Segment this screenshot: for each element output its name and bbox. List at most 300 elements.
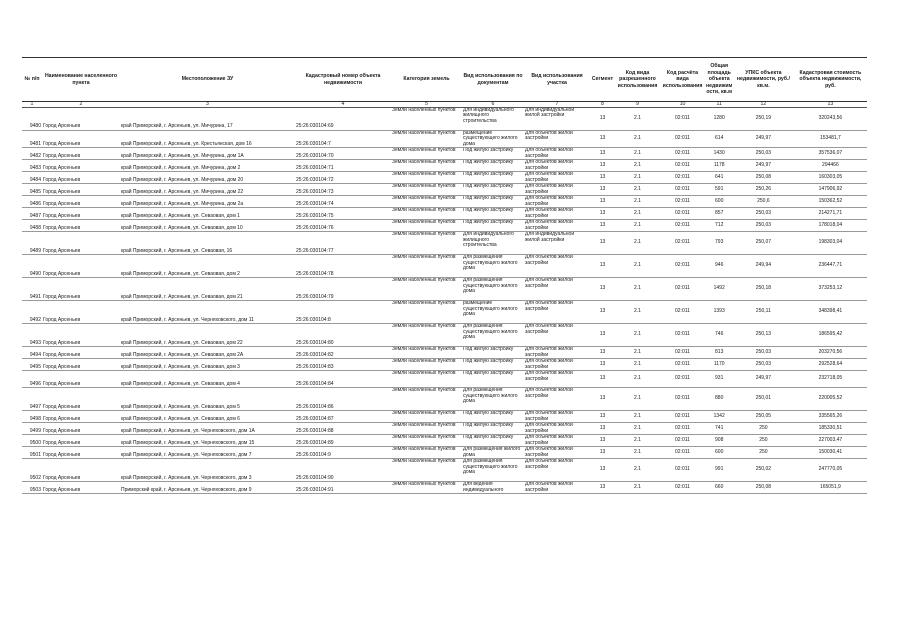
upks-value: 249,97 xyxy=(733,160,793,172)
segment: 13 xyxy=(590,359,615,371)
cadastral-cost: 185330,51 xyxy=(793,423,867,435)
settlement-name: Город Арсеньев xyxy=(42,255,120,278)
area: 813 xyxy=(705,347,733,359)
segment: 13 xyxy=(590,208,615,220)
cadastral-cost: 165051,9 xyxy=(793,482,867,494)
parcel-use: Для объектов жилой застройки xyxy=(524,172,590,184)
permitted-use-code: 2.1 xyxy=(615,411,660,423)
land-category: Земли населенных пунктов xyxy=(391,482,462,494)
use-by-documents: Под жилую застройку xyxy=(462,411,524,423)
cadastral-value-sheet xyxy=(22,57,867,494)
permitted-use-code: 2.1 xyxy=(615,131,660,148)
row-number: 9493 xyxy=(22,324,42,347)
parcel-location: край Приморский, г. Арсеньев, ул. Крестьянская, дом 16 xyxy=(120,131,295,148)
parcel-use: Для объектов жилой застройки xyxy=(524,208,590,220)
use-calc-code: 02:011 xyxy=(660,278,705,301)
row-number: 9483 xyxy=(22,160,42,172)
segment: 13 xyxy=(590,388,615,411)
cadastral-number: 25:26:030104:73 xyxy=(295,184,391,196)
header-row xyxy=(22,58,867,102)
cadastral-number: 25:26:030104:87 xyxy=(295,411,391,423)
column-number: 9 xyxy=(615,102,660,108)
table-row xyxy=(22,148,867,160)
use-by-documents: размещение существующего жилого дома xyxy=(462,131,524,148)
use-by-documents: Для размещения существующего жилого дома xyxy=(462,324,524,347)
area: 600 xyxy=(705,447,733,459)
cadastral-cost: 203270,56 xyxy=(793,347,867,359)
column-number: 6 xyxy=(462,102,524,108)
cadastral-cost: 186595,42 xyxy=(793,324,867,347)
cadastral-number: 25:26:030104:80 xyxy=(295,324,391,347)
settlement-name: Город Арсеньев xyxy=(42,196,120,208)
header-cell: Общая площадь объекта недвижим ости, кв.м xyxy=(705,58,733,102)
use-calc-code: 02:011 xyxy=(660,324,705,347)
upks-value: 250,08 xyxy=(733,172,793,184)
land-category: Земли населенных пунктов xyxy=(391,347,462,359)
parcel-location: край Приморский, г. Арсеньев, ул. Севаовая, дом 2 xyxy=(120,255,295,278)
table-row xyxy=(22,411,867,423)
settlement-name: Город Арсеньев xyxy=(42,301,120,324)
row-number: 9489 xyxy=(22,232,42,255)
upks-value: 250,13 xyxy=(733,324,793,347)
segment: 13 xyxy=(590,220,615,232)
land-category: Земли населенных пунктов xyxy=(391,196,462,208)
row-number: 9491 xyxy=(22,278,42,301)
area: 1393 xyxy=(705,301,733,324)
cadastral-number: 25:26:030104:76 xyxy=(295,220,391,232)
segment: 13 xyxy=(590,196,615,208)
segment: 13 xyxy=(590,447,615,459)
cadastral-cost: 357536,07 xyxy=(793,148,867,160)
header-cell: Вид использования по документам xyxy=(462,58,524,102)
settlement-name: Город Арсеньев xyxy=(42,278,120,301)
table-row xyxy=(22,131,867,148)
upks-value: 250,03 xyxy=(733,347,793,359)
use-calc-code: 02:011 xyxy=(660,172,705,184)
column-number: 13 xyxy=(793,102,867,108)
table-row xyxy=(22,108,867,131)
cadastral-number: 25:26:030104:9 xyxy=(295,447,391,459)
settlement-name: Город Арсеньев xyxy=(42,220,120,232)
land-category: Земли населенных пунктов xyxy=(391,359,462,371)
cadastral-number: 25:26:030104:82 xyxy=(295,347,391,359)
row-number: 9480 xyxy=(22,108,42,131)
cadastral-number: 25:26:030104:77 xyxy=(295,232,391,255)
cadastral-cost: 198303,04 xyxy=(793,232,867,255)
use-by-documents: Под жилую застройку xyxy=(462,172,524,184)
header-cell: Наименование населенного пункта xyxy=(42,58,120,102)
upks-value: 250,08 xyxy=(733,482,793,494)
row-number: 9490 xyxy=(22,255,42,278)
use-calc-code: 02:011 xyxy=(660,160,705,172)
area: 857 xyxy=(705,208,733,220)
upks-value: 250 xyxy=(733,447,793,459)
upks-value: 250 xyxy=(733,435,793,447)
parcel-location: край Приморский, г. Арсеньев, ул. Мичурина, 17 xyxy=(120,108,295,131)
settlement-name: Город Арсеньев xyxy=(42,459,120,482)
area: 591 xyxy=(705,184,733,196)
table-row xyxy=(22,301,867,324)
upks-value: 250,07 xyxy=(733,232,793,255)
settlement-name: Город Арсеньев xyxy=(42,232,120,255)
parcel-use: Для объектов жилой застройки xyxy=(524,255,590,278)
table-body xyxy=(22,108,867,494)
row-number: 9488 xyxy=(22,220,42,232)
land-category: Земли населенных пунктов xyxy=(391,232,462,255)
use-by-documents: Для ведения индивидуального xyxy=(462,482,524,494)
permitted-use-code: 2.1 xyxy=(615,482,660,494)
use-by-documents: Для индивидуального жилищного строительства xyxy=(462,232,524,255)
area: 793 xyxy=(705,232,733,255)
table-row xyxy=(22,459,867,482)
use-calc-code: 02:011 xyxy=(660,108,705,131)
land-category: Земли населенных пунктов xyxy=(391,388,462,411)
table-row xyxy=(22,347,867,359)
land-category: Земли населенных пунктов xyxy=(391,435,462,447)
use-by-documents: Для размещения существующего жилого дома xyxy=(462,388,524,411)
row-number: 9481 xyxy=(22,131,42,148)
parcel-use: Для объектов жилой застройки xyxy=(524,388,590,411)
use-calc-code: 02:011 xyxy=(660,196,705,208)
header-cell: Кадастровая стоимость объекта недвижимости, руб. xyxy=(793,58,867,102)
use-calc-code: 02:011 xyxy=(660,359,705,371)
cadastral-number: 25:26:030104:90 xyxy=(295,459,391,482)
column-number: 8 xyxy=(590,102,615,108)
column-number: 11 xyxy=(705,102,733,108)
segment: 13 xyxy=(590,411,615,423)
header-cell: Код вида разрешенного использования xyxy=(615,58,660,102)
cadastral-number: 25:26:030104:8 xyxy=(295,301,391,324)
parcel-location: край Приморский, г. Арсеньев, ул. Севаовая, дом 4 xyxy=(120,371,295,388)
upks-value: 250,18 xyxy=(733,278,793,301)
settlement-name: Город Арсеньев xyxy=(42,172,120,184)
row-number: 9498 xyxy=(22,411,42,423)
area: 741 xyxy=(705,423,733,435)
land-category: Земли населенных пунктов xyxy=(391,371,462,388)
column-number: 3 xyxy=(120,102,295,108)
header-cell: Кадастровый номер объекта недвижимости xyxy=(295,58,391,102)
permitted-use-code: 2.1 xyxy=(615,255,660,278)
use-by-documents: Под жилую застройку xyxy=(462,347,524,359)
settlement-name: Город Арсеньев xyxy=(42,208,120,220)
row-number: 9501 xyxy=(22,447,42,459)
table-row xyxy=(22,371,867,388)
use-calc-code: 02:011 xyxy=(660,411,705,423)
parcel-location: край Приморский, г. Арсеньев, ул. Черняховского, дом 3 xyxy=(120,459,295,482)
land-category: Земли населенных пунктов xyxy=(391,148,462,160)
parcel-use: Для объектов жилой застройки xyxy=(524,301,590,324)
segment: 13 xyxy=(590,131,615,148)
header-cell: Категория земель xyxy=(391,58,462,102)
permitted-use-code: 2.1 xyxy=(615,423,660,435)
cadastral-cost: 160303,05 xyxy=(793,172,867,184)
area: 991 xyxy=(705,459,733,482)
settlement-name: Город Арсеньев xyxy=(42,108,120,131)
land-category: Земли населенных пунктов xyxy=(391,172,462,184)
table-row xyxy=(22,196,867,208)
permitted-use-code: 2.1 xyxy=(615,435,660,447)
cadastral-number: 25:26:030104:84 xyxy=(295,371,391,388)
segment: 13 xyxy=(590,435,615,447)
cadastral-number: 25:26:030104:75 xyxy=(295,208,391,220)
use-calc-code: 02:011 xyxy=(660,184,705,196)
parcel-location: край Приморский, г. Арсеньев, ул. Черняховского, дом 11 xyxy=(120,301,295,324)
upks-value: 249,97 xyxy=(733,131,793,148)
row-number: 9496 xyxy=(22,371,42,388)
use-by-documents: Под жилую застройку xyxy=(462,359,524,371)
permitted-use-code: 2.1 xyxy=(615,447,660,459)
permitted-use-code: 2.1 xyxy=(615,172,660,184)
land-category: Земли населенных пунктов xyxy=(391,208,462,220)
table-row xyxy=(22,388,867,411)
use-calc-code: 02:011 xyxy=(660,131,705,148)
cadastral-number: 25:26:030104:89 xyxy=(295,435,391,447)
table-row xyxy=(22,184,867,196)
use-calc-code: 02:011 xyxy=(660,255,705,278)
permitted-use-code: 2.1 xyxy=(615,459,660,482)
cadastral-cost: 178018,04 xyxy=(793,220,867,232)
land-category: Земли населенных пунктов xyxy=(391,324,462,347)
land-category: Земли населенных пунктов xyxy=(391,278,462,301)
land-category: Земли населенных пунктов xyxy=(391,220,462,232)
upks-value: 250,6 xyxy=(733,196,793,208)
area: 641 xyxy=(705,172,733,184)
segment: 13 xyxy=(590,347,615,359)
table-row xyxy=(22,208,867,220)
column-number: 4 xyxy=(295,102,391,108)
row-number: 9492 xyxy=(22,301,42,324)
segment: 13 xyxy=(590,148,615,160)
cadastral-cost: 147906,92 xyxy=(793,184,867,196)
parcel-use: Для объектов жилой застройки xyxy=(524,459,590,482)
cadastral-number: 25:26:030104:69 xyxy=(295,108,391,131)
parcel-location: край Приморский, г. Арсеньев, ул. Севаовая, дом 2А xyxy=(120,347,295,359)
cadastral-cost: 247770,05 xyxy=(793,459,867,482)
upks-value: 250,19 xyxy=(733,108,793,131)
land-category: Земли населенных пунктов xyxy=(391,108,462,131)
area: 908 xyxy=(705,435,733,447)
parcel-location: край Приморский, г. Арсеньев, ул. Черняховского, дом 1А xyxy=(120,423,295,435)
permitted-use-code: 2.1 xyxy=(615,347,660,359)
parcel-use: Для объектов жилой застройки xyxy=(524,220,590,232)
segment: 13 xyxy=(590,108,615,131)
row-number: 9497 xyxy=(22,388,42,411)
parcel-location: Приморский край, г. Арсеньев, ул. Черняховского, дом 9 xyxy=(120,482,295,494)
cadastral-number: 25:26:030104:74 xyxy=(295,196,391,208)
settlement-name: Город Арсеньев xyxy=(42,160,120,172)
area: 712 xyxy=(705,220,733,232)
row-number: 9499 xyxy=(22,423,42,435)
permitted-use-code: 2.1 xyxy=(615,232,660,255)
parcel-location: край Приморский, г. Арсеньев, ул. Севаовая, дом 3 xyxy=(120,359,295,371)
area: 1342 xyxy=(705,411,733,423)
parcel-use: Для объектов жилой застройки xyxy=(524,359,590,371)
settlement-name: Город Арсеньев xyxy=(42,184,120,196)
table-row xyxy=(22,447,867,459)
use-calc-code: 02:011 xyxy=(660,482,705,494)
cadastral-cost: 348398,41 xyxy=(793,301,867,324)
row-number: 9503 xyxy=(22,482,42,494)
land-category: Земли населенных пунктов xyxy=(391,131,462,148)
permitted-use-code: 2.1 xyxy=(615,208,660,220)
use-calc-code: 02:011 xyxy=(660,148,705,160)
header-cell: Код расчёта вида использования xyxy=(660,58,705,102)
use-by-documents: Под жилую застройку xyxy=(462,160,524,172)
area: 1178 xyxy=(705,160,733,172)
column-number: 7 xyxy=(524,102,590,108)
cadastral-cost: 227003,47 xyxy=(793,435,867,447)
segment: 13 xyxy=(590,255,615,278)
use-by-documents: Для индивидуального жилищного строительства xyxy=(462,108,524,131)
use-by-documents: Для размещения жилого дома xyxy=(462,447,524,459)
use-by-documents: Под жилую застройку xyxy=(462,423,524,435)
header-cell: Сегмент xyxy=(590,58,615,102)
use-calc-code: 02:011 xyxy=(660,459,705,482)
row-number: 9485 xyxy=(22,184,42,196)
cadastral-number: 25:26:030104:72 xyxy=(295,172,391,184)
parcel-use: Для объектов жилой застройки xyxy=(524,278,590,301)
cadastral-cost: 335565,26 xyxy=(793,411,867,423)
parcel-use: Для объектов жилой застройки xyxy=(524,160,590,172)
cadastral-cost: 292528,64 xyxy=(793,359,867,371)
cadastral-number: 25:26:030104:86 xyxy=(295,388,391,411)
settlement-name: Город Арсеньев xyxy=(42,435,120,447)
settlement-name: Город Арсеньев xyxy=(42,359,120,371)
cadastral-number: 25:26:030104:83 xyxy=(295,359,391,371)
use-by-documents: Под жилую застройку xyxy=(462,220,524,232)
cadastral-cost: 294466 xyxy=(793,160,867,172)
use-calc-code: 02:011 xyxy=(660,301,705,324)
settlement-name: Город Арсеньев xyxy=(42,388,120,411)
use-by-documents: Под жилую застройку xyxy=(462,371,524,388)
parcel-use: Для индивидуальной жилой застройки xyxy=(524,108,590,131)
header-cell: УПКС объекта недвижимости, руб./кв.м. xyxy=(733,58,793,102)
column-number: 2 xyxy=(42,102,120,108)
parcel-location: край Приморский, г. Арсеньев, ул. Черняховского, дом 15 xyxy=(120,435,295,447)
parcel-location: край Приморский, г. Арсеньев, ул. Черняховского, дом 7 xyxy=(120,447,295,459)
parcel-use: Для объектов жилой застройки xyxy=(524,196,590,208)
column-number: 10 xyxy=(660,102,705,108)
land-category: Земли населенных пунктов xyxy=(391,423,462,435)
parcel-location: край Приморский, г. Арсеньев, ул. Севаовая, дом 21 xyxy=(120,278,295,301)
settlement-name: Город Арсеньев xyxy=(42,347,120,359)
use-by-documents: размещение существующего жилого дома xyxy=(462,301,524,324)
use-calc-code: 02:011 xyxy=(660,371,705,388)
parcel-location: край Приморский, г. Арсеньев, ул. Мичурина, дом 2а xyxy=(120,196,295,208)
cadastral-cost: 150362,52 xyxy=(793,196,867,208)
cadastral-cost: 232718,05 xyxy=(793,371,867,388)
table-row xyxy=(22,232,867,255)
area: 931 xyxy=(705,371,733,388)
land-category: Земли населенных пунктов xyxy=(391,184,462,196)
table-row xyxy=(22,160,867,172)
upks-value: 250,03 xyxy=(733,220,793,232)
settlement-name: Город Арсеньев xyxy=(42,131,120,148)
table-row xyxy=(22,324,867,347)
upks-value: 250,03 xyxy=(733,359,793,371)
use-by-documents: Под жилую застройку xyxy=(462,208,524,220)
use-calc-code: 02:011 xyxy=(660,220,705,232)
cadastral-cost: 150030,41 xyxy=(793,447,867,459)
upks-value: 250,03 xyxy=(733,148,793,160)
row-number: 9487 xyxy=(22,208,42,220)
parcel-location: край Приморский, г. Арсеньев, ул. Севаовая, дом 10 xyxy=(120,220,295,232)
area: 1430 xyxy=(705,148,733,160)
header-cell: Местоположение ЗУ xyxy=(120,58,295,102)
area: 1280 xyxy=(705,108,733,131)
land-category: Земли населенных пунктов xyxy=(391,255,462,278)
use-calc-code: 02:011 xyxy=(660,435,705,447)
permitted-use-code: 2.1 xyxy=(615,324,660,347)
table-row xyxy=(22,278,867,301)
parcel-use: Для объектов жилой застройки xyxy=(524,148,590,160)
header-cell: № п/п xyxy=(22,58,42,102)
use-calc-code: 02:011 xyxy=(660,388,705,411)
parcel-location: край Приморский, г. Арсеньев, ул. Мичурина, дом 22 xyxy=(120,184,295,196)
permitted-use-code: 2.1 xyxy=(615,184,660,196)
land-category: Земли населенных пунктов xyxy=(391,459,462,482)
column-number: 12 xyxy=(733,102,793,108)
use-by-documents: Под жилую застройку xyxy=(462,184,524,196)
permitted-use-code: 2.1 xyxy=(615,148,660,160)
segment: 13 xyxy=(590,278,615,301)
permitted-use-code: 2.1 xyxy=(615,160,660,172)
segment: 13 xyxy=(590,371,615,388)
cadastral-cost: 373253,12 xyxy=(793,278,867,301)
settlement-name: Город Арсеньев xyxy=(42,423,120,435)
permitted-use-code: 2.1 xyxy=(615,220,660,232)
cadastral-number: 25:26:030104:78 xyxy=(295,255,391,278)
settlement-name: Город Арсеньев xyxy=(42,411,120,423)
upks-value: 249,97 xyxy=(733,371,793,388)
row-number: 9482 xyxy=(22,148,42,160)
permitted-use-code: 2.1 xyxy=(615,196,660,208)
area: 614 xyxy=(705,131,733,148)
segment: 13 xyxy=(590,301,615,324)
table-row xyxy=(22,482,867,494)
parcel-use: Для индивидуальной жилой застройки xyxy=(524,232,590,255)
parcel-use: Для объектов жилой застройки xyxy=(524,411,590,423)
parcel-use: Для объектов жилой застройки xyxy=(524,482,590,494)
segment: 13 xyxy=(590,160,615,172)
parcel-location: край Приморский, г. Арсеньев, ул. Севаовая, 16 xyxy=(120,232,295,255)
parcel-location: край Приморский, г. Арсеньев, ул. Севаовая, дом 5 xyxy=(120,388,295,411)
permitted-use-code: 2.1 xyxy=(615,388,660,411)
segment: 13 xyxy=(590,459,615,482)
table-row xyxy=(22,359,867,371)
cadastral-cost: 214271,71 xyxy=(793,208,867,220)
upks-value: 250 xyxy=(733,423,793,435)
table-row xyxy=(22,423,867,435)
area: 880 xyxy=(705,388,733,411)
use-by-documents: Под жилую застройку xyxy=(462,148,524,160)
area: 600 xyxy=(705,196,733,208)
use-by-documents: Под жилую застройку xyxy=(462,435,524,447)
segment: 13 xyxy=(590,172,615,184)
cadastral-number: 25:26:030104:70 xyxy=(295,148,391,160)
upks-value: 250,02 xyxy=(733,459,793,482)
cadastral-cost: 320243,56 xyxy=(793,108,867,131)
use-calc-code: 02:011 xyxy=(660,423,705,435)
table-row xyxy=(22,220,867,232)
permitted-use-code: 2.1 xyxy=(615,108,660,131)
parcel-location: край Приморский, г. Арсеньев, ул. Мичурина, дом 20 xyxy=(120,172,295,184)
row-number: 9500 xyxy=(22,435,42,447)
parcel-use: Для объектов жилой застройки xyxy=(524,347,590,359)
segment: 13 xyxy=(590,482,615,494)
cadastral-number: 25:26:030104:88 xyxy=(295,423,391,435)
parcel-use: Для объектов жилой застройки xyxy=(524,423,590,435)
